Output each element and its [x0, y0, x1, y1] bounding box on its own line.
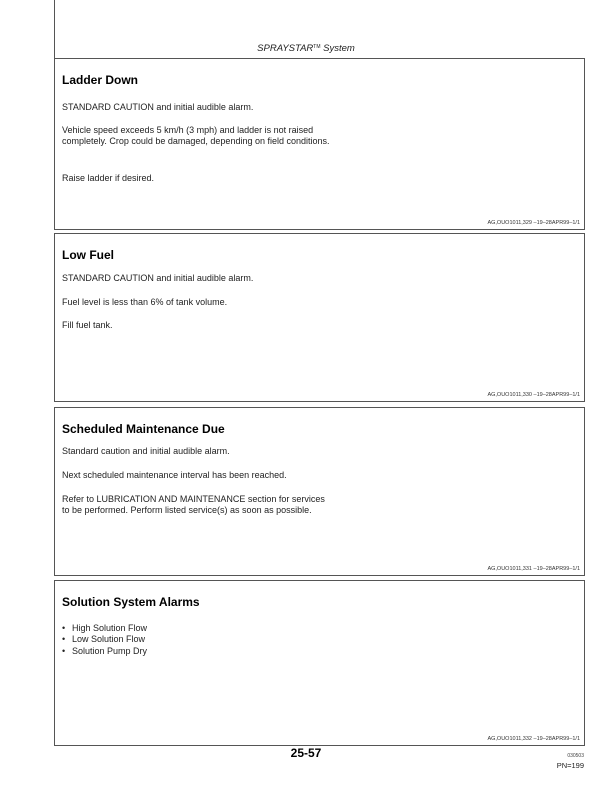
section-solution-system-alarms [54, 581, 585, 746]
footer-pn: PN=199 [556, 761, 584, 770]
section-low-fuel [54, 234, 585, 402]
section-paragraph: Standard caution and initial audible alarm. [62, 446, 230, 456]
section-code: AG,OUO1011,330 –19–28APR99–1/1 [487, 392, 580, 398]
section-title: Solution System Alarms [62, 595, 200, 609]
page-number: 25-57 [290, 746, 322, 760]
running-header [0, 43, 612, 54]
bullet-list [62, 623, 147, 657]
header-title: SPRAYSTAR [257, 43, 314, 54]
list-item: • Solution Pump Dry [62, 646, 147, 657]
section-paragraph: Raise ladder if desired. [62, 173, 155, 183]
trademark-mark: TM [313, 44, 321, 50]
section-code: AG,OUO1011,331 –19–28APR99–1/1 [487, 566, 580, 572]
list-item: • High Solution Flow [62, 623, 147, 634]
section-title: Scheduled Maintenance Due [62, 422, 225, 436]
section-title: Ladder Down [62, 73, 139, 87]
section-scheduled-maintenance [54, 408, 585, 576]
section-paragraph: Next scheduled maintenance interval has been reached. [62, 470, 287, 480]
section-paragraph: Refer to LUBRICATION AND MAINTENANCE section for services to be performed. Perform listed service(s) as soon as possible. [62, 494, 325, 516]
section-paragraph: STANDARD CAUTION and initial audible alarm. [62, 273, 254, 283]
section-code: AG,OUO1011,332 –19–28APR99–1/1 [487, 736, 580, 742]
section-ladder-down [54, 59, 585, 230]
section-paragraph: Fill fuel tank. [62, 320, 113, 330]
section-paragraph: Fuel level is less than 6% of tank volume. [62, 297, 228, 307]
footer-doc-code: 030503 [567, 753, 584, 759]
header-suffix: System [320, 43, 355, 54]
section-paragraph: STANDARD CAUTION and initial audible alarm. [62, 102, 254, 112]
section-code: AG,OUO1011,329 –19–28APR99–1/1 [487, 220, 580, 226]
section-title: Low Fuel [62, 248, 114, 262]
list-item: • Low Solution Flow [62, 634, 147, 645]
section-paragraph: Vehicle speed exceeds 5 km/h (3 mph) and ladder is not raised completely. Crop could be damaged, depending on field conditions. [62, 125, 330, 147]
